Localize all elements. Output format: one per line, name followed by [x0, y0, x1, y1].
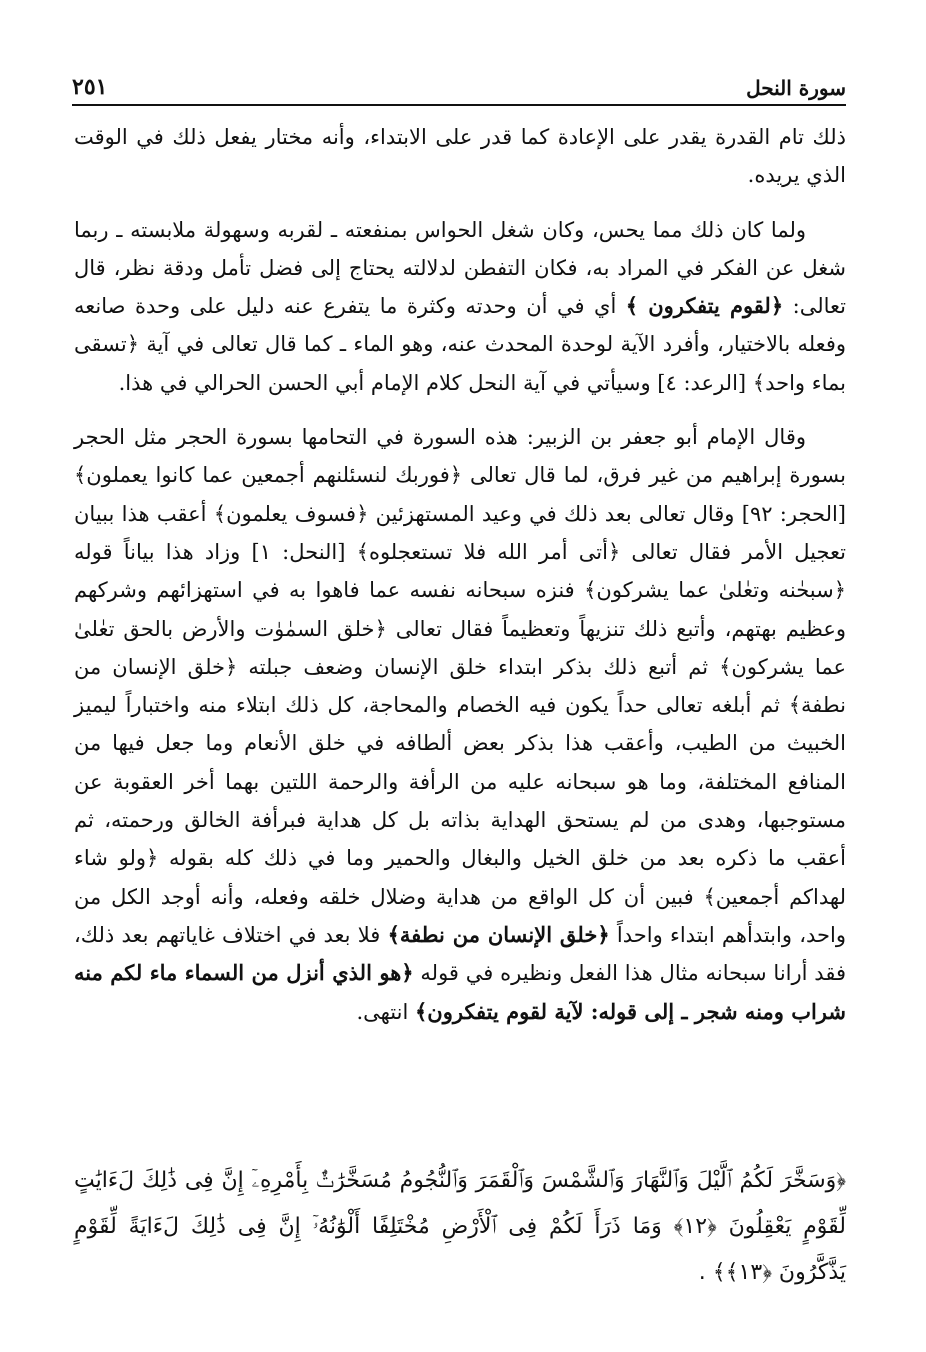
quran-verse-block [74, 1158, 846, 1296]
paragraph-3-part-1: وقال الإمام أبو جعفر بن الزبير: هذه السورة في التحامها بسورة الحجر مثل الحجر بسورة إبراهيم من غير فرق، لما قال تعالى ﴿فوربك لنسئلنهم أجمعين عما كانوا يعملون﴾ [الحجر: ٩٢] وقال تعالى بعد ذلك في وعيد المستهزئين ﴿فسوف يعلمون﴾ أعقب هذا ببيان تعجيل الأمر فقال تعالى ﴿أتى أمر الله فلا تستعجلوه﴾ [النحل: ١] وزاد هذا بياناً قوله ﴿سبحٰنه وتعٰلىٰ عما يشركون﴾ فنزه سبحانه نفسه عما فاهوا به في استهزائهم وشركهم وعظيم بهتهم، وأتبع ذلك تنزيهاً وتعظيماً فقال تعالى ﴿خلق السمٰوٰت والأرض بالحق تعٰلىٰ عما يشركون﴾ ثم أتبع ذلك بذكر ابتداء خلق الإنسان وضعف جبلته ﴿خلق الإنسان من نطفة﴾ ثم أبلغه تعالى حداً يكون فيه الخصام والمحاجة، كل ذلك ابتلاء منه واختباراً ليميز الخبيث من الطيب، وأعقب هذا بذكر بعض ألطافه في خلق الأنعام وما جعل فيها من المنافع المختلفة، وما هو سبحانه عليه من الرأفة والرحمة اللتين بهما أخر العقوبة عن مستوجبها، وهدى من لم يستحق الهداية بذاته بل كل هداية فبرأفة الخالق ورحمته، ثم أعقب ما ذكره بعد من خلق الخيل والبغال والحمير وما في ذلك كله بقوله ﴿ولو شاء لهداكم أجمعين﴾ فبين أن كل الواقع من هداية وضلال خلقه وفعله، وأنه أوجد الكل من واحد، وابتدأهم ابتداء واحداً [74, 425, 846, 947]
surah-title: سورة النحل [746, 76, 846, 100]
paragraph-2-part-1: ولما كان ذلك مما يحس، وكان شغل الحواس بمنفعته ـ لقربه وسهولة ملابسته ـ ربما شغل عن الفكر في المراد به، فكان التفطن لدلالته يحتاج إلى فضل تأمل ودقة نظر، قال تعالى: [74, 217, 846, 319]
paragraph-2-part-2: أي في أن وحدته وكثرة ما يتفرع عنه دليل على وحدة صانعه وفعله بالاختيار، وأفرد الآية لوحدة المحدث عنه، وهو الماء ـ كما قال تعالى في آية ﴿تسقى بماء واحد﴾ [الرعد: ٤] وسيأتي في آية النحل كلام الإمام أبي الحسن الحرالي في هذا. [74, 294, 846, 395]
body-text [74, 118, 846, 1045]
page-header [72, 60, 846, 100]
paragraph-1: ذلك تام القدرة يقدر على الإعادة كما قدر على الابتداء، وأنه مختار يفعل ذلك في الوقت الذي يريده. [74, 125, 846, 188]
paragraph-3 [74, 418, 846, 1031]
paragraph-2 [74, 211, 846, 402]
paragraph-3-part-3: انتهى. [356, 999, 415, 1024]
paragraph-3-bold-1: ﴿خلق الإنسان من نطفة﴾ [387, 921, 610, 947]
quran-verse: ﴿وَسَخَّرَ لَكُمُ ٱلَّيْلَ وَٱلنَّهَارَ وَٱلشَّمْسَ وَٱلْقَمَرَ وَٱلنُّجُومُ مُسَخَّرَٰتٌۢ بِأَمْرِهِۦٓ إِنَّ فِى ذَٰلِكَ لَءَايَٰتٍ لِّقَوْمٍ يَعْقِلُونَ ﴿١٢﴾ وَمَا ذَرَأَ لَكُمْ فِى ٱلْأَرْضِ مُخْتَلِفًا أَلْوَٰنُهُۥٓ إِنَّ فِى ذَٰلِكَ لَءَايَةً لِّقَوْمٍ يَذَّكَّرُونَ ﴿١٣﴾﴾ . [74, 1168, 846, 1285]
paragraph-2-bold-1: ﴿لقوم يتفكرون ﴾ [625, 293, 784, 319]
page-number: ٢٥١ [72, 74, 108, 100]
header-rule [72, 104, 846, 106]
paragraph-3-part-2: فلا بعد في اختلاف غاياتهم بعد ذلك، فقد أرانا سبحانه مثال هذا الفعل ونظيره في قوله [74, 922, 846, 986]
paragraph-3-bold-2: ﴿هو الذي أنزل من السماء ماء لكم منه شراب ومنه شجر ـ إلى قوله: لآية لقوم يتفكرون﴾ [74, 960, 846, 1024]
